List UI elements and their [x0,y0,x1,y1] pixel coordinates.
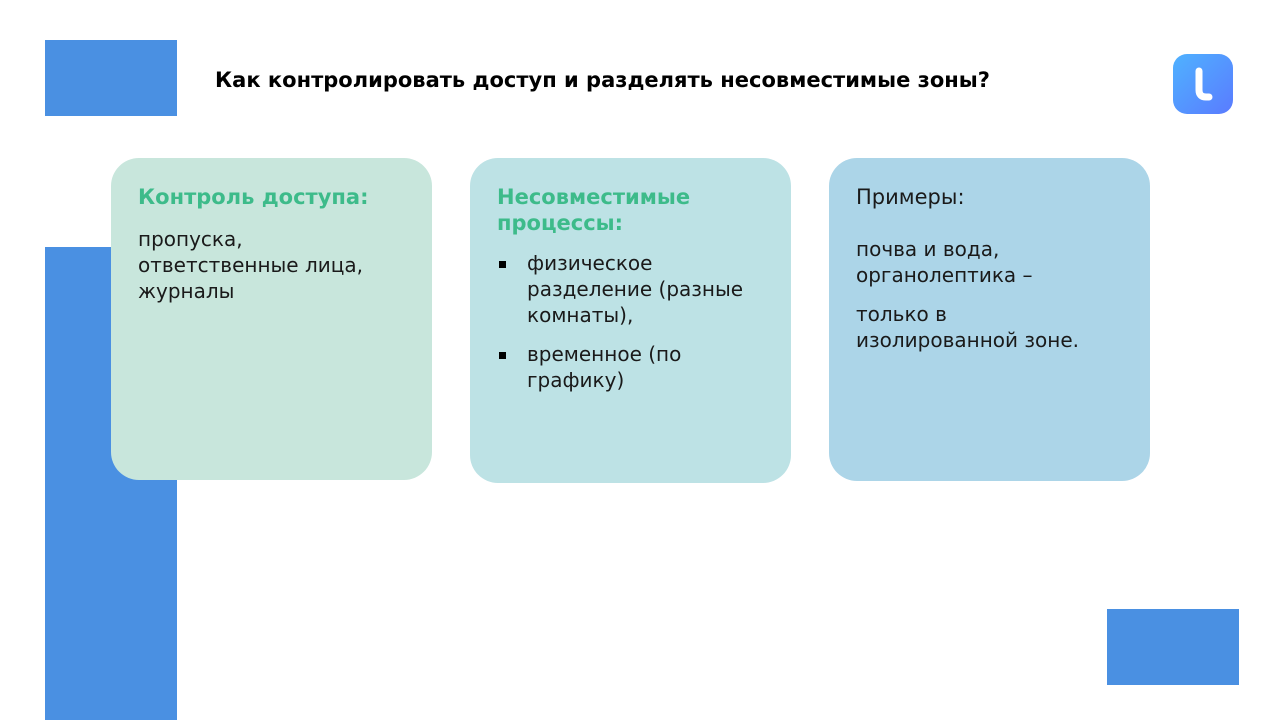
list-item [497,341,771,393]
examples-paragraph [856,236,1130,288]
decorative-block-top-left [45,40,177,116]
brand-logo-icon [1173,54,1233,114]
text-line: разделение (разные [527,277,744,301]
card-examples-heading: Примеры: [856,185,965,209]
text-line: ответственные лица, [138,253,363,277]
text-line: изолированной зоне. [856,328,1079,352]
decorative-block-bottom-right [1107,609,1239,685]
list-item [497,250,771,328]
card-examples [829,158,1150,481]
text-line: почва и вода, [856,237,1000,261]
text-line: графику) [527,368,625,392]
heading-line: Несовместимые [497,185,691,209]
text-line: временное (по [527,342,682,366]
heading-line: процессы: [497,211,624,235]
text-line: органолептика – [856,263,1033,287]
processes-bullet-list [497,250,771,393]
text-line: только в [856,302,947,326]
text-line: комнаты), [527,303,634,327]
card-access-control [111,158,432,480]
examples-paragraph [856,301,1130,353]
text-line: физическое [527,251,653,275]
card-access-text [138,226,412,304]
card-processes-heading [497,184,771,236]
text-line: пропуска, [138,227,243,251]
card-incompatible-processes [470,158,791,483]
square-bullet-icon [499,352,506,359]
card-access-heading: Контроль доступа: [138,185,369,209]
slide-title: Как контролировать доступ и разделять несовместимые зоны? [215,68,990,92]
square-bullet-icon [499,261,506,268]
text-line: журналы [138,279,235,303]
